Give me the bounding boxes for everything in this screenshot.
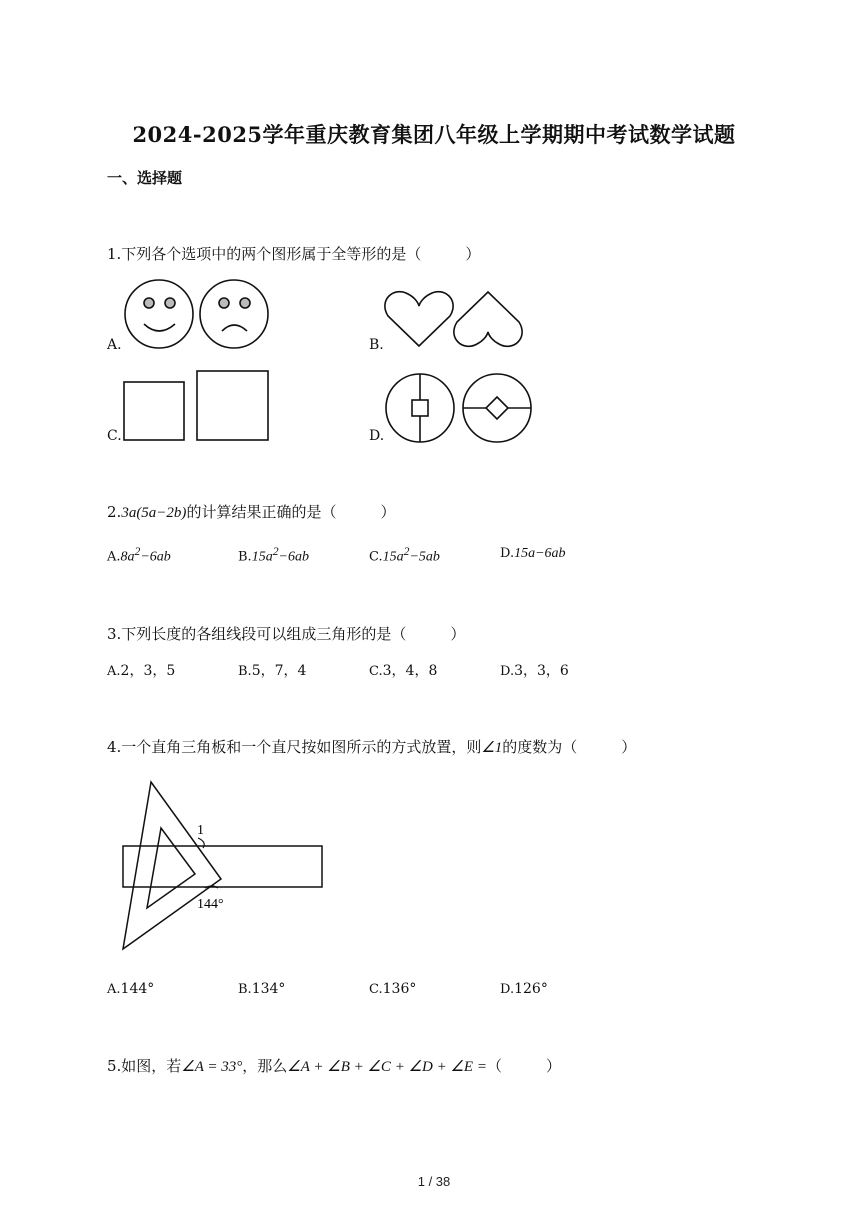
q2-option-d — [500, 545, 566, 562]
small-square-icon — [124, 382, 184, 440]
q3-option-c-label: C. — [369, 664, 383, 679]
question-3-close: ） — [450, 625, 466, 643]
q2-option-b-term1: 15a — [251, 549, 273, 565]
coin-diamond-icon — [463, 374, 531, 442]
hearts-figure — [384, 288, 529, 354]
smiley-face-icon — [125, 280, 193, 348]
question-2-stem — [107, 501, 395, 522]
q4-option-d — [500, 981, 548, 997]
q4-option-a-text: 144° — [120, 981, 155, 997]
q4-option-a-label: A. — [107, 982, 121, 997]
q2-option-b-exp: 2 — [272, 545, 279, 558]
q3-option-d-label: D. — [500, 664, 515, 679]
q1-option-d-label: D. — [369, 428, 385, 444]
q3-option-d — [500, 660, 569, 680]
q4-option-c-text: 136° — [382, 981, 417, 997]
q4-option-c — [369, 981, 416, 997]
q2-option-a-label: A. — [107, 549, 121, 565]
question-2-expression: 3a(5a−2b) — [121, 505, 187, 521]
question-2-text: 的计算结果正确的是（ — [186, 503, 337, 521]
q2-option-b — [238, 545, 309, 566]
question-5-expression: ∠A + ∠B + ∠C + ∠D + ∠E = — [287, 1059, 487, 1075]
question-4-stem — [107, 736, 636, 757]
q2-option-a-term2: −6ab — [140, 549, 171, 565]
question-3-text: 3.下列长度的各组线段可以组成三角形的是（ — [107, 625, 407, 643]
outer-triangle-shape — [123, 782, 221, 949]
q2-option-c-term2: −5ab — [409, 549, 440, 565]
question-1-text: 1.下列各个选项中的两个图形属于全等形的是（ — [107, 245, 422, 263]
heart-icon — [385, 292, 453, 346]
page-number: 1 / 38 — [417, 1174, 451, 1189]
question-5-text-mid: ，那么 — [242, 1057, 288, 1075]
q1-option-b-label: B. — [369, 337, 384, 353]
section-heading: 一、选择题 — [107, 169, 183, 187]
q4-option-a — [107, 981, 154, 997]
question-1-close: ） — [465, 245, 481, 263]
q4-option-d-label: D. — [500, 982, 515, 997]
q2-option-c-label: C. — [369, 549, 383, 565]
q3-option-a — [107, 660, 175, 680]
q2-option-a — [107, 545, 171, 566]
question-2-number: 2. — [107, 503, 122, 521]
q4-option-d-text: 126° — [514, 981, 548, 997]
question-5-close: ） — [545, 1057, 561, 1075]
question-4-text: 4.一个直角三角板和一个直尺按如图所示的方式放置，则 — [107, 738, 482, 756]
question-5-condition: ∠A = 33° — [181, 1059, 243, 1075]
inner-triangle-shape — [147, 828, 195, 908]
angle-144-label: 144° — [197, 897, 224, 912]
question-2-close: ） — [380, 503, 396, 521]
q4-option-b — [238, 981, 285, 997]
q2-option-c — [369, 545, 440, 566]
question-5-stem — [107, 1055, 561, 1076]
q3-option-b — [238, 660, 306, 680]
question-1-stem — [107, 243, 480, 264]
q4-option-b-label: B. — [238, 982, 252, 997]
q4-option-c-label: C. — [369, 982, 383, 997]
q3-option-a-label: A. — [107, 664, 121, 679]
coin-square-icon — [386, 374, 454, 442]
q3-option-b-text: 5，7，4 — [251, 663, 307, 679]
q2-option-c-term1: 15a — [382, 549, 404, 565]
q3-option-a-text: 2，3，5 — [120, 663, 176, 679]
q2-option-a-exp: 2 — [134, 545, 141, 558]
q3-option-c — [369, 660, 437, 680]
large-square-icon — [197, 371, 268, 440]
question-4-angle: ∠1 — [481, 740, 503, 756]
ruler-shape — [123, 846, 322, 887]
question-5-open: （ — [486, 1057, 502, 1075]
q1-option-c-label: C. — [107, 428, 122, 444]
q4-option-b-text: 134° — [251, 981, 286, 997]
heart-rotated-icon — [454, 292, 522, 346]
question-4-close: ） — [621, 738, 637, 756]
q1-option-a-label: A. — [107, 337, 122, 353]
question-3-stem — [107, 623, 465, 644]
angle-1-label: 1 — [197, 823, 204, 838]
question-5-text: 5.如图，若 — [107, 1057, 182, 1075]
faces-figure — [120, 278, 272, 352]
triangle-ruler-figure — [115, 776, 330, 956]
squares-figure — [122, 369, 272, 445]
sad-face-icon — [200, 280, 268, 348]
q2-option-a-term1: 8a — [120, 549, 135, 565]
q2-option-b-term2: −6ab — [278, 549, 309, 565]
q2-option-b-label: B. — [238, 549, 252, 565]
q3-option-c-text: 3，4，8 — [382, 663, 438, 679]
page-title: 2024-2025学年重庆教育集团八年级上学期期中考试数学试题 — [132, 122, 736, 147]
q3-option-b-label: B. — [238, 664, 252, 679]
q2-option-c-exp: 2 — [403, 545, 410, 558]
question-4-text-rest: 的度数为（ — [502, 738, 578, 756]
q2-option-d-term1: 15a−6ab — [514, 546, 566, 561]
q2-option-d-label: D. — [500, 546, 515, 561]
coins-figure — [385, 372, 535, 446]
q3-option-d-text: 3，3，6 — [514, 663, 569, 679]
